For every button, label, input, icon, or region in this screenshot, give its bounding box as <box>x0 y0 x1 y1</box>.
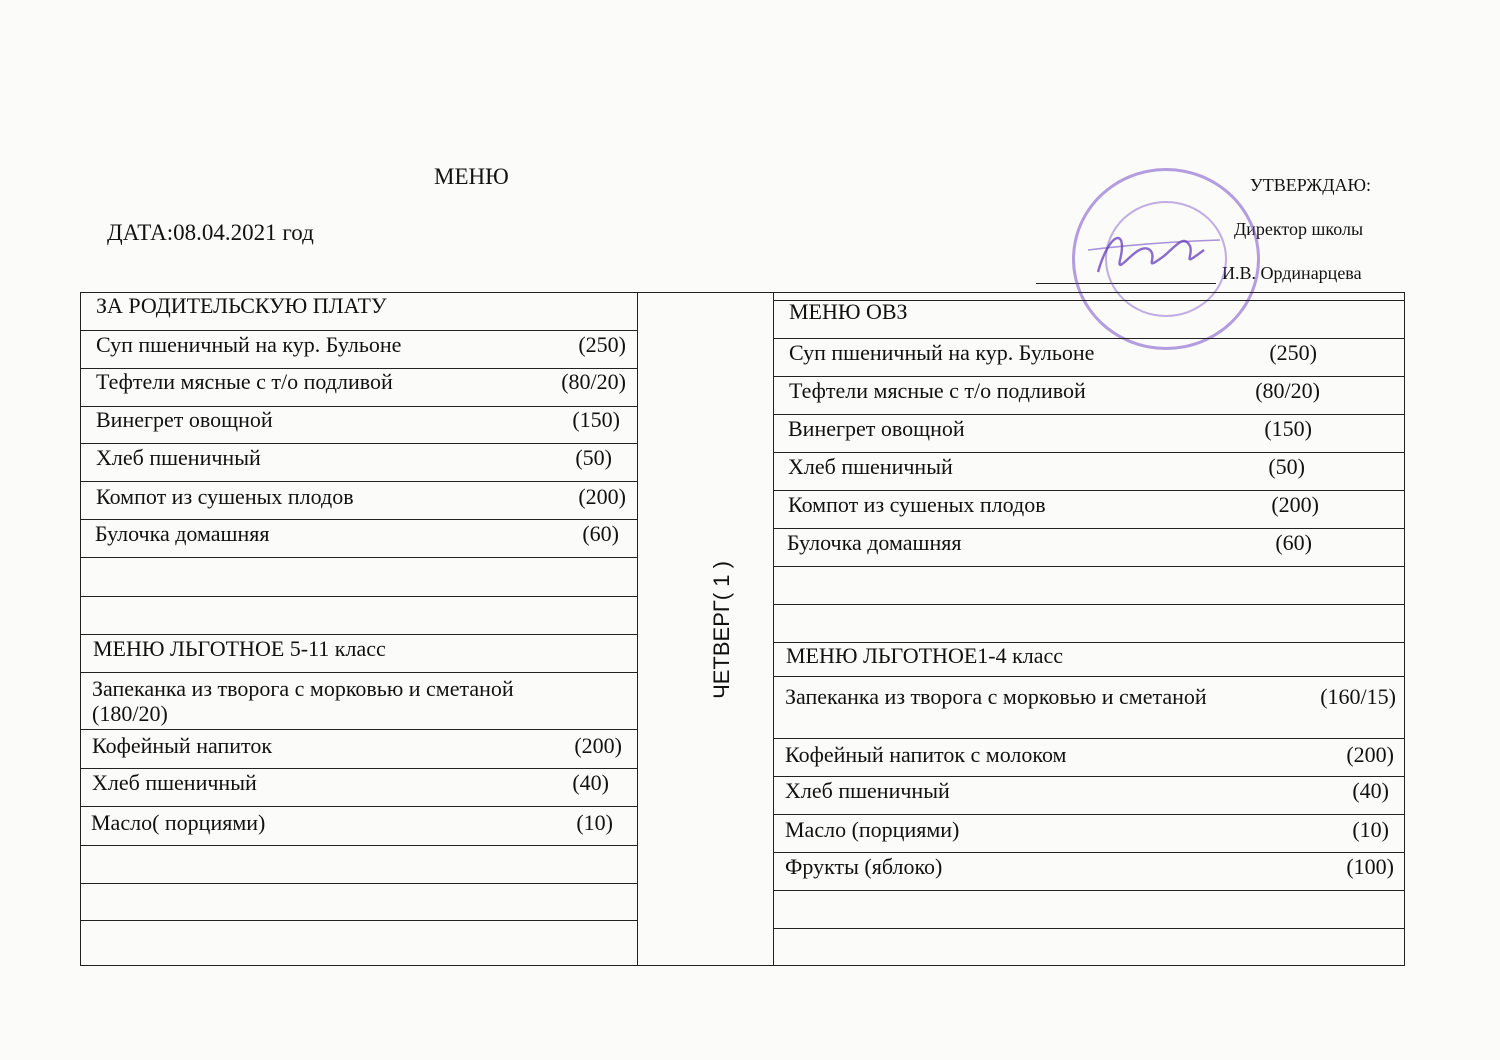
right-line <box>773 928 1405 929</box>
dish-portion: (200) <box>578 484 626 509</box>
right-line <box>773 604 1405 605</box>
dish-portion: (150) <box>1264 416 1312 441</box>
dish-name: Кофейный напиток с молоком <box>785 742 1067 767</box>
dish-portion: (250) <box>1269 340 1317 365</box>
dish-name: Кофейный напиток <box>92 733 273 758</box>
left-line <box>80 557 637 558</box>
menu-date: ДАТА:08.04.2021 год <box>107 220 314 245</box>
dish-name: Винегрет овощной <box>788 416 965 441</box>
dish-portion: (40) <box>1352 778 1389 803</box>
left-line <box>80 845 637 846</box>
left-line <box>80 443 637 444</box>
right-line <box>773 852 1405 853</box>
left-line <box>80 920 637 921</box>
dish-portion: (40) <box>572 770 609 795</box>
right-line <box>773 566 1405 567</box>
dish-name: Тефтели мясные с т/о подливой <box>96 369 393 394</box>
dish-portion: (10) <box>576 810 613 835</box>
dish-name: Тефтели мясные с т/о подливой <box>789 378 1086 403</box>
dish-portion: (150) <box>572 407 620 432</box>
dish-name: Булочка домашняя <box>787 530 962 555</box>
dish-portion: (60) <box>1275 530 1312 555</box>
ovz-section-header: МЕНЮ ОВЗ <box>789 299 908 324</box>
director-title: Директор школы <box>1234 219 1364 239</box>
dish-portion: (80/20) <box>561 369 626 394</box>
right-line <box>773 738 1405 739</box>
paid-section-header: ЗА РОДИТЕЛЬСКУЮ ПЛАТУ <box>96 293 387 318</box>
dish-name: Хлеб пшеничный <box>96 445 261 470</box>
right-line <box>773 814 1405 815</box>
dish-name: Винегрет овощной <box>96 407 273 432</box>
right-line <box>773 414 1405 415</box>
right-line <box>773 528 1405 529</box>
left-line <box>80 729 637 730</box>
dish-name: Запеканка из творога с морковью и сметаной <box>785 684 1207 709</box>
dish-name: Масло( порциями) <box>91 810 266 835</box>
benefit-5-11-header: МЕНЮ ЛЬГОТНОЕ 5-11 класс <box>93 636 386 661</box>
benefit-1-4-header: МЕНЮ ЛЬГОТНОЕ1-4 класс <box>786 643 1064 668</box>
left-line <box>80 634 637 635</box>
document-title: МЕНЮ <box>434 164 509 189</box>
dish-portion: (50) <box>575 445 612 470</box>
right-line <box>773 452 1405 453</box>
dish-name: Суп пшеничный на кур. Бульоне <box>96 332 402 357</box>
right-line <box>773 490 1405 491</box>
left-line <box>80 883 637 884</box>
left-column-divider <box>637 292 638 966</box>
left-line <box>80 806 637 807</box>
director-name: И.В. Ординарцева <box>1222 263 1362 283</box>
dish-name: Масло (порциями) <box>785 817 960 842</box>
dish-portion: (200) <box>1271 492 1319 517</box>
dish-portion: (100) <box>1346 854 1394 879</box>
left-line <box>80 672 637 673</box>
left-line <box>80 330 637 331</box>
director-signature <box>1080 220 1230 290</box>
dish-name: Хлеб пшеничный <box>788 454 953 479</box>
dish-name: Суп пшеничный на кур. Бульоне <box>789 340 1095 365</box>
dish-name: Запеканка из творога с морковью и сметаной (180/20) <box>92 676 514 726</box>
dish-portion: (200) <box>574 733 622 758</box>
dish-name: Компот из сушеных плодов <box>96 484 354 509</box>
dish-portion: (60) <box>582 521 619 546</box>
left-line <box>80 768 637 769</box>
dish-portion: (10) <box>1352 817 1389 842</box>
dish-portion: (200) <box>1346 742 1394 767</box>
dish-name: Булочка домашняя <box>95 521 270 546</box>
dish-name: Компот из сушеных плодов <box>788 492 1046 517</box>
right-line <box>773 338 1405 339</box>
right-line <box>773 376 1405 377</box>
approval-label: УТВЕРЖДАЮ: <box>1250 175 1372 195</box>
left-line <box>80 596 637 597</box>
dish-portion: (50) <box>1268 454 1305 479</box>
dish-name: Хлеб пшеничный <box>92 770 257 795</box>
dish-portion: (250) <box>578 332 626 357</box>
right-line <box>773 776 1405 777</box>
right-line <box>773 676 1405 677</box>
left-line <box>80 519 637 520</box>
dish-name: Фрукты (яблоко) <box>785 854 943 879</box>
dish-portion: (80/20) <box>1255 378 1320 403</box>
right-line <box>773 890 1405 891</box>
dish-portion: (160/15) <box>1320 684 1396 709</box>
right-column-divider <box>773 292 774 966</box>
day-of-week-label: ЧЕТВЕРГ( 1 ) <box>709 561 734 699</box>
dish-name: Хлеб пшеничный <box>785 778 950 803</box>
left-line <box>80 481 637 482</box>
